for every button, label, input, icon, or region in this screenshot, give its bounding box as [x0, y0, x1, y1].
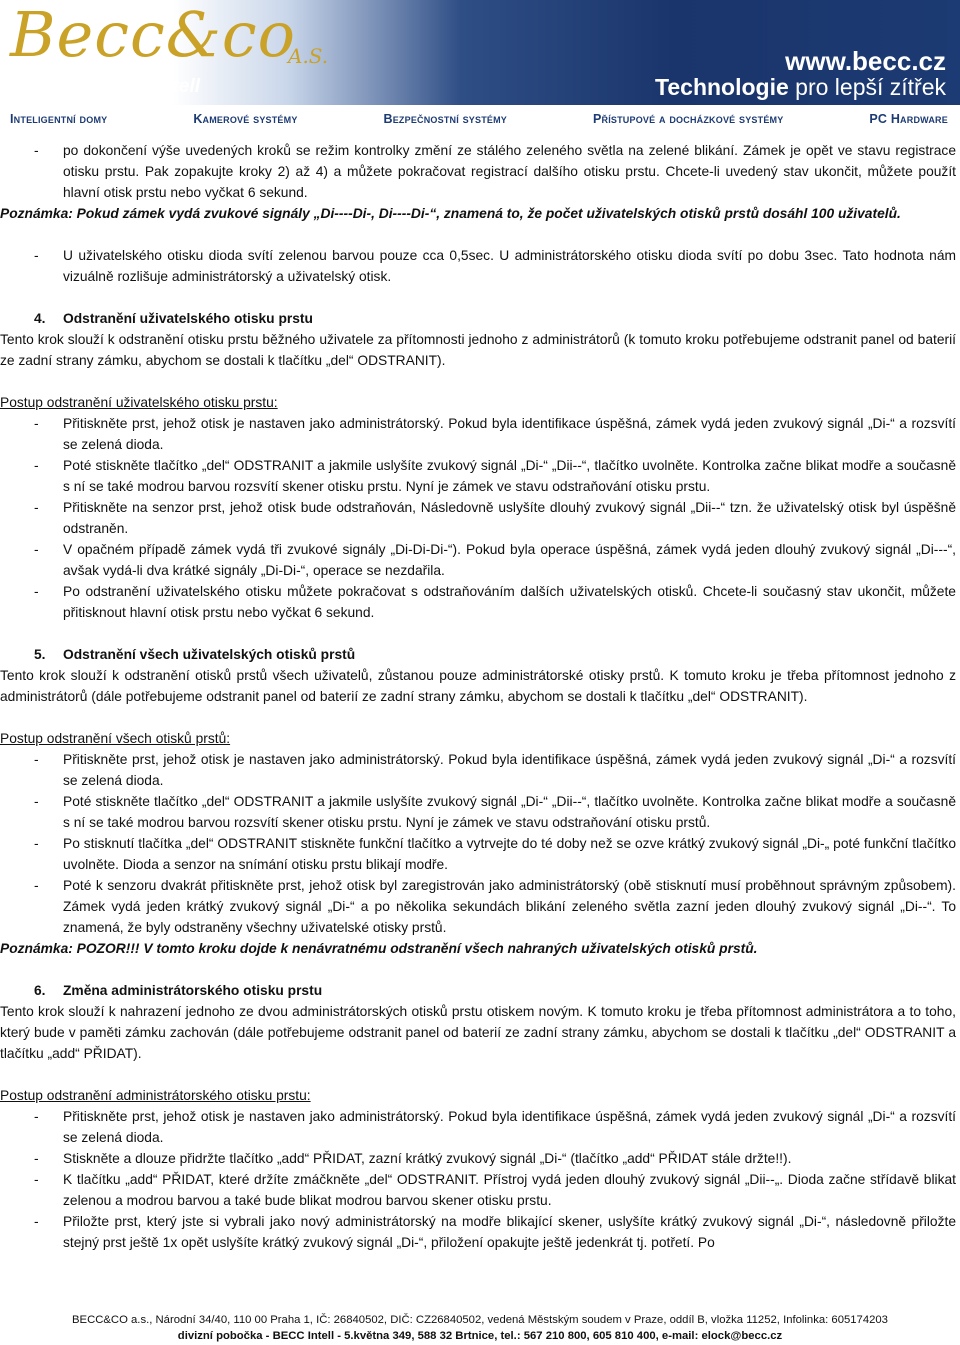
list-item: - Poté stiskněte tlačítko „del“ ODSTRANIT a jakmile uslyšíte zvukový signál „Di-“ „Dii--“, tlačítko uvolněte. Kontrolka začne blikat modře a současně s ní se také modrou barvou rozsvítí skener otisku prstu. Nyní je zámek ve stavu odstraňování otisku prstu.	[34, 458, 956, 494]
section-intro: Tento krok slouží k odstranění otisků prstů všech uživatelů, zůstanou pouze administrátorské otisky prstů. K tomuto kroku je třeba přítomnost jednoho z administrátorů (dále potřebujeme odstranit panel od baterií ze zadní strany zámku, abychom se dostali k tlačítku „del“ ODSTRANIT).	[0, 668, 956, 704]
list-item: - Přitiskněte na senzor prst, jehož otisk bude odstraňován, Následovně uslyšíte dlouhý zvukový signál „Dii--“ tzn. že uživatelský otisk byl úspěšně odstraněn.	[34, 500, 956, 536]
section-heading-5: 5. Odstranění všech uživatelských otisků prstů	[34, 647, 356, 662]
category-smart-homes: Inteligentní domy	[10, 112, 108, 126]
category-access-systems: Přístupové a docházkové systémy	[592, 112, 784, 126]
footer-branch-info: divizní pobočka - BECC Intell - 5.května 349, 588 32 Brtnice, tel.: 567 210 800, 605 810 400, e-mail: elock@becc.cz	[177, 1330, 783, 1342]
list-item: - U uživatelského otisku dioda svítí zelenou barvou pouze cca 0,5sec. U administrátorského otisku dioda svítí po dobu 3sec. Tato hodnota nám vizuálně rozlišuje administrátorský a uživatelský otisk.	[34, 248, 956, 284]
procedure-title: Postup odstranění uživatelského otisku prstu:	[0, 395, 278, 410]
website-link[interactable]: www.becc.cz	[785, 46, 946, 76]
category-pc-hardware: PC Hardware	[869, 112, 948, 126]
list-item: - po dokončení výše uvedených kroků se režim kontrolky změní ze stálého zeleného světla na zelené blikání. Zámek je opět ve stavu registrace otisku prstu. Pak zopakujte kroky 2) až 4) a můžete pokračovat registrací dalšího otisku prstu. Chcete-li uvedený stav ukončit, můžete použít hlavní otisk prstu nebo vyčkat 6 sekund.	[34, 143, 956, 200]
division-name: Becc Intell	[105, 76, 201, 97]
list-item: - Přitiskněte prst, jehož otisk je nastaven jako administrátorský. Pokud byla identifikace úspěšná, zámek vydá jeden zvukový signál „Di-“ a rozsvítí se zelená dioda.	[34, 1109, 956, 1145]
section-intro: Tento krok slouží k nahrazení jednoho ze dvou administrátorských otisků prstu otiskem novým. K tomuto kroku je třeba přítomnost administrátora a to toho, který bude v paměti zámku zachován (dále potřebujeme odstranit panel od baterií ze zadní strany zámku, abychom se dostali k tlačítku „del“ ODSTRANIT a tlačítku „add“ PŘIDAT).	[0, 1004, 956, 1061]
procedure-title: Postup odstranění administrátorského otisku prstu:	[0, 1088, 311, 1103]
slogan-rest: pro lepší zítřek	[788, 74, 946, 100]
company-logo-suffix: A.S.	[288, 44, 329, 68]
document-body	[0, 140, 960, 1253]
list-item: - Poté k senzoru dvakrát přitiskněte prst, jehož otisk byl zaregistrován jako administrátorský (obě stisknutí musí proběhnout správným způsobem). Zámek vydá jeden krátký zvukový signál „Di-“ a po několika sekundách blikání zeleného světla zazní jeden dlouhý zvukový signál „Di--“. To znamená, že byly odstraněny všechny uživatelské otisky prstů.	[34, 878, 956, 935]
list-item: - Po stisknutí tlačítka „del“ ODSTRANIT stiskněte funkční tlačítko a vytrvejte do té doby než se ozve krátký zvukový signál „Di-„ poté funkční tlačítko uvolněte. Dioda a senzor na snímání otisku prstu blikají modře.	[34, 836, 956, 872]
note: Poznámka: Pokud zámek vydá zvukové signály „Di----Di-, Di----Di-“, znamená to, že počet uživatelských otisků prstů dosáhl 100 uživatelů.	[0, 206, 901, 221]
list-item: - Přitiskněte prst, jehož otisk je nastaven jako administrátorský. Pokud byla identifikace úspěšná, zámek vydá jeden zvukový signál „Di-“ a rozsvítí se zelená dioda.	[34, 752, 956, 788]
footer-company-info: BECC&CO a.s., Národní 34/40, 110 00 Praha 1, IČ: 26840502, DIČ: CZ26840502, vedená Městským soudem v Praze, oddíl B, vložka 11252, Infolinka: 605174203	[72, 1314, 888, 1326]
category-camera-systems: Kamerové systémy	[193, 112, 298, 126]
section-intro: Tento krok slouží k odstranění otisku prstu běžného uživatele za přítomnosti jednoho z administrátorů (k tomuto kroku potřebujeme odstranit panel od baterií ze zadní strany zámku, abychom se dostali k tlačítku „del“ ODSTRANIT).	[0, 332, 956, 368]
category-security-systems: Bezpečnostní systémy	[383, 112, 507, 126]
slogan	[655, 74, 946, 101]
section-heading-6: 6. Změna administrátorského otisku prstu	[34, 983, 323, 998]
list-item: - Po odstranění uživatelského otisku můžete pokračovat s odstraňováním dalších uživatelských otisků. Chcete-li současný stav ukončit, můžete přitisknout hlavní otisk prstu nebo vyčkat 6 sekund.	[34, 584, 956, 620]
company-logo: Becc&co	[10, 0, 296, 71]
category-bar	[0, 106, 960, 132]
list-item: - Přitiskněte prst, jehož otisk je nastaven jako administrátorský. Pokud byla identifikace úspěšná, zámek vydá jeden zvukový signál „Di-“ a rozsvítí se zelená dioda.	[34, 416, 956, 452]
list-item: - Stiskněte a dlouze přidržte tlačítko „add“ PŘIDAT, zazní krátký zvukový signál „Di-“ (tlačítko „add“ PŘIDAT stále držte!!).	[34, 1151, 792, 1166]
page-footer	[0, 1312, 960, 1344]
list-item: - Přiložte prst, který jste si vybrali jako nový administrátorský na modře blikající skener, uslyšíte krátký zvukový signál „Di-“, následovně přiložte stejný prst ještě 1x opět uslyšíte krátký zvukový signál „Di-“, přiložení opakujte ještě jedenkrát tj. potřetí. Po	[34, 1214, 956, 1250]
list-item: - Poté stiskněte tlačítko „del“ ODSTRANIT a jakmile uslyšíte zvukový signál „Di-“ „Dii--“, tlačítko uvolněte. Kontrolka začne blikat modře a současně s ní se také modrou barvou rozsvítí skener otisku prstu. Nyní je zámek ve stavu odstraňování otisku prstů.	[34, 794, 956, 830]
page-header	[0, 0, 960, 130]
procedure-title: Postup odstranění všech otisků prstů:	[0, 731, 231, 746]
list-item: - K tlačítku „add“ PŘIDAT, které držíte zmáčkněte „del“ ODSTRANIT. Přístroj vydá jeden dlouhý zvukový signál „Dii--„. Dioda začne střídavě blikat zelenou a modrou barvou a také bude blikat modrou barvou skener otisku prstu.	[34, 1172, 956, 1208]
slogan-bold: Technologie	[655, 74, 789, 100]
section-heading-4: 4. Odstranění uživatelského otisku prstu	[34, 311, 313, 326]
list-item: - V opačném případě zámek vydá tři zvukové signály „Di-Di-Di-“). Pokud byla operace úspěšná, zámek vydá jeden dlouhý zvukový signál „Di---“, avšak vydá-li dva krátké signály „Di-Di-“, operace se nezdařila.	[34, 542, 956, 578]
warning-note: Poznámka: POZOR!!! V tomto kroku dojde k nenávratnému odstranění všech nahraných uživatelských otisků prstů.	[0, 941, 758, 956]
